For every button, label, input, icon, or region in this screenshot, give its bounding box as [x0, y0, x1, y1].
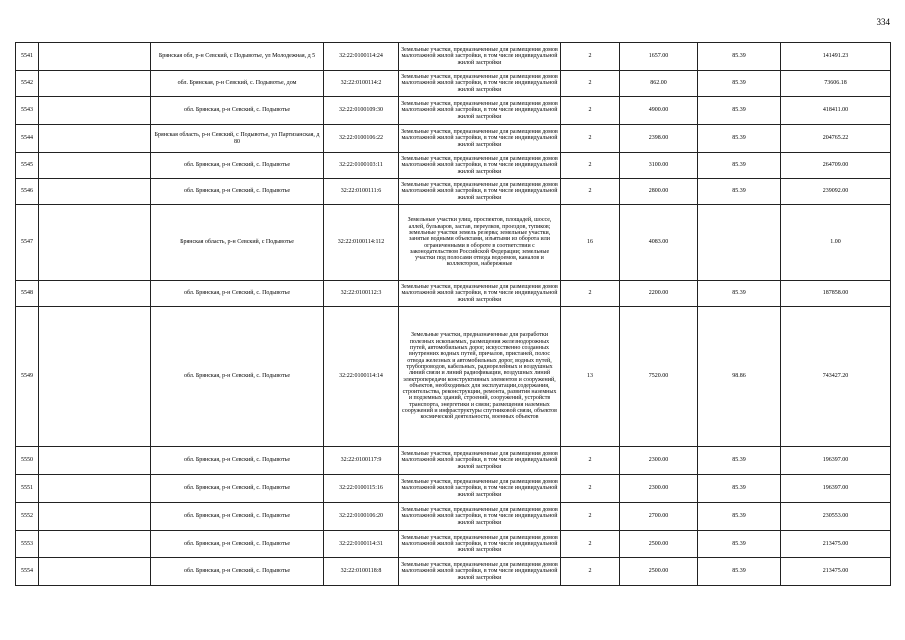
- cadastral-value-cell: 187858.00: [781, 281, 891, 307]
- land-use-type-cell: Земельные участки, предназначенные для размещения домов малоэтажной жилой застройки, в том числе индивидуальной жилой застройки: [399, 447, 561, 475]
- area-cell: 2200.00: [620, 281, 698, 307]
- zone-cell: 2: [561, 558, 620, 586]
- row-number: 5551: [16, 475, 39, 503]
- zone-cell: 2: [561, 503, 620, 531]
- rate-cell: 85.39: [698, 43, 781, 71]
- cadastral-value-cell: 141491.23: [781, 43, 891, 71]
- address-cell: обл. Брянская, р-н Севский, с. Подывотье: [151, 307, 324, 447]
- address-cell: обл. Брянская, р-н Севский, с. Подывотье: [151, 558, 324, 586]
- address-cell: обл. Брянская, р-н Севский, с. Подывотье: [151, 531, 324, 558]
- table-row: [16, 205, 891, 281]
- land-use-type-cell: Земельные участки, предназначенные для размещения домов малоэтажной жилой застройки, в том числе индивидуальной жилой застройки: [399, 97, 561, 125]
- blank-column: [39, 153, 151, 179]
- land-use-type-cell: Земельные участки, предназначенные для размещения домов малоэтажной жилой застройки, в том числе индивидуальной жилой застройки: [399, 475, 561, 503]
- address-cell: обл. Брянская, р-н Севский, с. Подывотье: [151, 447, 324, 475]
- table-row: [16, 97, 891, 125]
- area-cell: 2800.00: [620, 179, 698, 205]
- area-cell: 7520.00: [620, 307, 698, 447]
- address-cell: Брянская область, р-н Севский, с Подывотье: [151, 205, 324, 281]
- rate-cell: [698, 205, 781, 281]
- row-number: 5543: [16, 97, 39, 125]
- row-number: 5548: [16, 281, 39, 307]
- land-use-type-cell: Земельные участки улиц, проспектов, площадей, шоссе, аллей, бульваров, застав, переулков, проездов, тупиков; земельные участки земель резерва; земельные участки, занятые водными объектами, изъятыми из оборота или ограниченными в обороте в соответствии с законодательством Российской Федерации; земельные участки под полосами отвода водоемов, каналов и коллекторов, набережные: [399, 205, 561, 281]
- rate-cell: 85.39: [698, 97, 781, 125]
- table-body: [16, 43, 891, 586]
- rate-cell: 85.39: [698, 71, 781, 97]
- row-number: 5546: [16, 179, 39, 205]
- cadastral-number-cell: 32:22:0100111:6: [324, 179, 399, 205]
- blank-column: [39, 281, 151, 307]
- blank-column: [39, 531, 151, 558]
- cadastral-number-cell: 32:22:0100114:112: [324, 205, 399, 281]
- blank-column: [39, 97, 151, 125]
- cadastral-value-cell: 264709.00: [781, 153, 891, 179]
- rate-cell: 85.39: [698, 153, 781, 179]
- land-use-type-cell: Земельные участки, предназначенные для размещения домов малоэтажной жилой застройки, в том числе индивидуальной жилой застройки: [399, 71, 561, 97]
- row-number: 5554: [16, 558, 39, 586]
- land-use-type-cell: Земельные участки, предназначенные для размещения домов малоэтажной жилой застройки, в том числе индивидуальной жилой застройки: [399, 558, 561, 586]
- blank-column: [39, 43, 151, 71]
- table-row: [16, 281, 891, 307]
- page-number: 334: [876, 17, 890, 27]
- area-cell: 2300.00: [620, 475, 698, 503]
- cadastral-number-cell: 32:22:0100106:20: [324, 503, 399, 531]
- blank-column: [39, 71, 151, 97]
- area-cell: 4083.00: [620, 205, 698, 281]
- land-use-type-cell: Земельные участки, предназначенные для размещения домов малоэтажной жилой застройки, в том числе индивидуальной жилой застройки: [399, 153, 561, 179]
- table-row: [16, 475, 891, 503]
- area-cell: 862.00: [620, 71, 698, 97]
- blank-column: [39, 307, 151, 447]
- cadastral-value-cell: 230553.00: [781, 503, 891, 531]
- table-row: [16, 531, 891, 558]
- address-cell: обл. Брянская, р-н Севский, с. Подывотье: [151, 281, 324, 307]
- cadastral-value-cell: 239092.00: [781, 179, 891, 205]
- cadastral-number-cell: 32:22:0100114:31: [324, 531, 399, 558]
- zone-cell: 2: [561, 281, 620, 307]
- zone-cell: 13: [561, 307, 620, 447]
- cadastral-value-cell: 418411.00: [781, 97, 891, 125]
- area-cell: 2300.00: [620, 447, 698, 475]
- row-number: 5553: [16, 531, 39, 558]
- area-cell: 2398.00: [620, 125, 698, 153]
- area-cell: 2500.00: [620, 558, 698, 586]
- address-cell: обл. Брянская, р-н Севский, с. Подывотье: [151, 97, 324, 125]
- area-cell: 4900.00: [620, 97, 698, 125]
- cadastral-value-cell: 73606.18: [781, 71, 891, 97]
- zone-cell: 2: [561, 447, 620, 475]
- table-row: [16, 43, 891, 71]
- zone-cell: 2: [561, 475, 620, 503]
- zone-cell: 2: [561, 125, 620, 153]
- table-row: [16, 307, 891, 447]
- row-number: 5545: [16, 153, 39, 179]
- land-use-type-cell: Земельные участки, предназначенные для размещения домов малоэтажной жилой застройки, в том числе индивидуальной жилой застройки: [399, 281, 561, 307]
- cadastral-value-cell: 213475.00: [781, 558, 891, 586]
- area-cell: 3100.00: [620, 153, 698, 179]
- row-number: 5542: [16, 71, 39, 97]
- cadastral-number-cell: 32:22:0100112:3: [324, 281, 399, 307]
- cadastral-number-cell: 32:22:0100118:8: [324, 558, 399, 586]
- rate-cell: 98.86: [698, 307, 781, 447]
- cadastral-number-cell: 32:22:0100114:14: [324, 307, 399, 447]
- rate-cell: 85.39: [698, 125, 781, 153]
- table-row: [16, 125, 891, 153]
- zone-cell: 2: [561, 43, 620, 71]
- cadastral-number-cell: 32:22:0100103:11: [324, 153, 399, 179]
- table-row: [16, 153, 891, 179]
- cadastral-value-cell: 196397.00: [781, 447, 891, 475]
- cadastral-value-cell: 213475.00: [781, 531, 891, 558]
- table-row: [16, 503, 891, 531]
- cadastral-number-cell: 32:22:0100106:22: [324, 125, 399, 153]
- cadastral-value-cell: 196397.00: [781, 475, 891, 503]
- rate-cell: 85.39: [698, 503, 781, 531]
- rate-cell: 85.39: [698, 281, 781, 307]
- land-registry-table: [15, 42, 891, 586]
- blank-column: [39, 447, 151, 475]
- row-number: 5549: [16, 307, 39, 447]
- land-use-type-cell: Земельные участки, предназначенные для размещения домов малоэтажной жилой застройки, в том числе индивидуальной жилой застройки: [399, 43, 561, 71]
- row-number: 5547: [16, 205, 39, 281]
- table-row: [16, 558, 891, 586]
- land-use-type-cell: Земельные участки, предназначенные для размещения домов малоэтажной жилой застройки, в том числе индивидуальной жилой застройки: [399, 503, 561, 531]
- rate-cell: 85.39: [698, 531, 781, 558]
- blank-column: [39, 205, 151, 281]
- zone-cell: 2: [561, 153, 620, 179]
- cadastral-value-cell: 1.00: [781, 205, 891, 281]
- cadastral-number-cell: 32:22:0100114:2: [324, 71, 399, 97]
- cadastral-number-cell: 32:22:0100115:16: [324, 475, 399, 503]
- cadastral-number-cell: 32:22:0100114:24: [324, 43, 399, 71]
- cadastral-value-cell: 204765.22: [781, 125, 891, 153]
- address-cell: обл. Брянская, р-н Севский, с. Подывотье, дом: [151, 71, 324, 97]
- land-use-type-cell: Земельные участки, предназначенные для размещения домов малоэтажной жилой застройки, в том числе индивидуальной жилой застройки: [399, 179, 561, 205]
- land-use-type-cell: Земельные участки, предназначенные для размещения домов малоэтажной жилой застройки, в том числе индивидуальной жилой застройки: [399, 125, 561, 153]
- table-row: [16, 179, 891, 205]
- zone-cell: 2: [561, 97, 620, 125]
- zone-cell: 2: [561, 71, 620, 97]
- address-cell: Брянская обл, р-н Севский, с Подывотье, ул Молодежная, д 5: [151, 43, 324, 71]
- blank-column: [39, 503, 151, 531]
- land-use-type-cell: Земельные участки, предназначенные для разработки полезных ископаемых, размещения железнодорожных путей, автомобильных дорог, искусственно созданных внутренних водных путей, причалов, пристаней, полос отвода железных и автомобильных дорог, водных путей, трубопроводов, кабельных, радиорелейных и воздушных линий связи и линий радиофикации, воздушных линий электропередачи конструктивных элементов и сооружений, объектов, необходимых для эксплуатации,содержания, строительства, реконструкции, ремонта, развития наземных и подземных зданий, строений, сооружений, устройств транспорта, энергетики и связи; размещения наземных сооружений и инфраструктуры спутниковой связи, объектов космической деятельности, военных объектов: [399, 307, 561, 447]
- row-number: 5544: [16, 125, 39, 153]
- area-cell: 1657.00: [620, 43, 698, 71]
- area-cell: 2500.00: [620, 531, 698, 558]
- rate-cell: 85.39: [698, 447, 781, 475]
- address-cell: Брянская область, р-н Севский, с Подывотье, ул Партизанская, д 80: [151, 125, 324, 153]
- address-cell: обл. Брянская, р-н Севский, с. Подывотье: [151, 153, 324, 179]
- address-cell: обл. Брянская, р-н Севский, с. Подывотье: [151, 503, 324, 531]
- zone-cell: 2: [561, 531, 620, 558]
- land-use-type-cell: Земельные участки, предназначенные для размещения домов малоэтажной жилой застройки, в том числе индивидуальной жилой застройки: [399, 531, 561, 558]
- cadastral-number-cell: 32:22:0100109:30: [324, 97, 399, 125]
- row-number: 5550: [16, 447, 39, 475]
- rate-cell: 85.39: [698, 558, 781, 586]
- blank-column: [39, 179, 151, 205]
- blank-column: [39, 475, 151, 503]
- rate-cell: 85.39: [698, 179, 781, 205]
- cadastral-number-cell: 32:22:0100117:9: [324, 447, 399, 475]
- blank-column: [39, 558, 151, 586]
- table-row: [16, 71, 891, 97]
- row-number: 5552: [16, 503, 39, 531]
- zone-cell: 2: [561, 179, 620, 205]
- rate-cell: 85.39: [698, 475, 781, 503]
- blank-column: [39, 125, 151, 153]
- zone-cell: 16: [561, 205, 620, 281]
- table-row: [16, 447, 891, 475]
- address-cell: обл. Брянская, р-н Севский, с. Подывотье: [151, 179, 324, 205]
- row-number: 5541: [16, 43, 39, 71]
- cadastral-value-cell: 743427.20: [781, 307, 891, 447]
- area-cell: 2700.00: [620, 503, 698, 531]
- address-cell: обл. Брянская, р-н Севский, с. Подывотье: [151, 475, 324, 503]
